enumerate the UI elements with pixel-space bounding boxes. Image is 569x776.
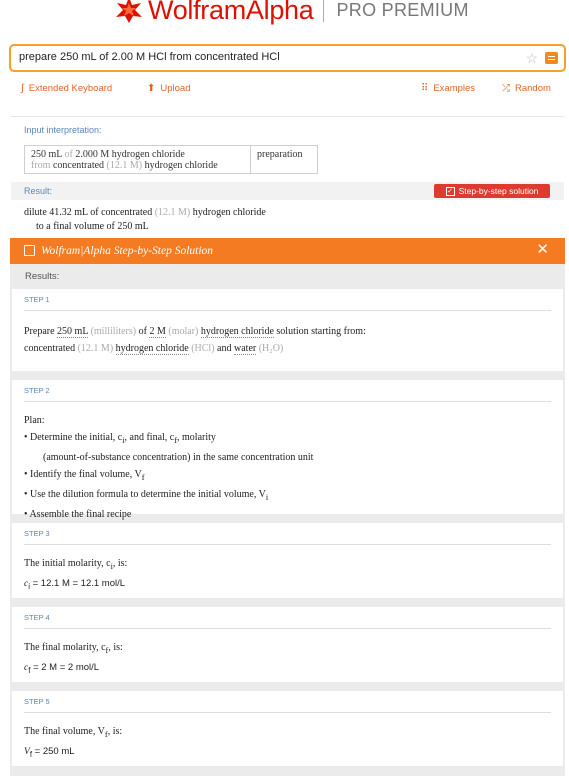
step-label: STEP 4 — [24, 613, 50, 622]
plan-label: Plan: — [24, 415, 45, 426]
plan-label: PRO PREMIUM — [336, 0, 469, 20]
search-input[interactable] — [9, 44, 566, 72]
interpretation-cell — [25, 146, 251, 173]
text: The initial molarity, c — [24, 558, 111, 569]
plan-item — [24, 466, 313, 486]
divider — [24, 544, 551, 545]
upload-button[interactable] — [147, 83, 191, 94]
extended-keyboard-button[interactable] — [21, 83, 112, 94]
examples-label: Examples — [433, 83, 476, 94]
substance-link[interactable]: hydrogen chloride — [115, 343, 189, 354]
step-by-step-header — [10, 238, 565, 264]
subscript: f — [28, 665, 31, 675]
step-card — [12, 607, 563, 682]
step-card — [12, 523, 563, 598]
upload-label: Upload — [160, 83, 191, 94]
text: , is: — [108, 642, 123, 653]
amount: 250 mL — [31, 149, 63, 160]
unit-note: (12.1 M) — [77, 343, 114, 354]
wolfram-logo[interactable] — [114, 0, 469, 24]
text: • Identify the final volume, V — [24, 469, 142, 480]
interpretation-table — [24, 145, 318, 174]
keyboard-icon: ∫ — [21, 83, 24, 94]
search-query[interactable]: prepare 250 mL of 2.00 M HCl from concentrated HCl — [19, 51, 280, 63]
step-by-step-panel — [10, 238, 565, 776]
step-card — [12, 380, 563, 520]
action-cell: preparation — [257, 149, 303, 160]
text: , is: — [112, 558, 128, 569]
equation: $V_f = 250$ mL — [24, 746, 75, 759]
substance-link[interactable]: hydrogen chloride — [200, 326, 274, 337]
concentrated-word: concentrated — [52, 160, 105, 171]
pod-title: Input interpretation: — [24, 125, 102, 135]
logo-wordmark: WolframAlpha — [148, 0, 314, 25]
divider — [24, 310, 551, 311]
step-label: STEP 2 — [24, 386, 50, 395]
step-body — [24, 723, 122, 763]
results-label: Results: — [25, 271, 60, 282]
text: , molarity — [177, 432, 216, 443]
step-label: STEP 3 — [24, 529, 50, 538]
formula-note: (H₂O) — [258, 343, 284, 354]
unit-note: (milliliters) — [90, 326, 137, 337]
subscript: f — [105, 646, 109, 655]
result-substance: hydrogen chloride — [192, 207, 266, 218]
unit-note: (molar) — [168, 326, 199, 337]
conc-value: (12.1 M) — [106, 160, 143, 171]
step-card — [12, 289, 563, 371]
upload-icon: ⬆ — [147, 83, 156, 94]
subscript: f — [104, 730, 108, 739]
concentration: 2.000 M — [75, 149, 110, 160]
step-body — [24, 555, 127, 595]
quantity-link[interactable]: 2 M — [149, 326, 166, 337]
step-body — [24, 412, 313, 523]
substance: hydrogen chloride — [111, 149, 185, 160]
close-icon[interactable]: ✕ — [536, 241, 549, 258]
logo-divider — [323, 0, 324, 22]
plan-item: • Assemble the final recipe — [24, 509, 132, 520]
result-line2: to a final volume of 250 mL — [36, 221, 149, 232]
extended-keyboard-label: Extended Keyboard — [28, 83, 113, 94]
input-interpretation-pod — [11, 116, 564, 180]
submit-icon[interactable] — [545, 52, 558, 64]
step-card — [12, 691, 563, 766]
header — [0, 0, 569, 28]
divider — [24, 401, 551, 402]
result-title: Result: — [24, 186, 53, 196]
result-content — [24, 206, 266, 234]
equation-text: = 12.1 M = 12.1 mol/L — [32, 578, 126, 589]
subscript: f — [174, 436, 178, 445]
subscript: i — [28, 581, 30, 591]
substance-link[interactable]: water — [234, 343, 257, 354]
equation: $c_f = 2$ M = 2 mol/L — [24, 662, 100, 675]
step-label: STEP 5 — [24, 697, 50, 706]
notebook-icon — [24, 245, 35, 256]
formula-note: (HCl) — [191, 343, 215, 354]
result-line1: dilute 41.32 mL of concentrated — [24, 207, 153, 218]
quantity-link[interactable]: 250 mL — [57, 326, 89, 337]
step-by-step-title: Wolfram|Alpha Step-by-Step Solution — [41, 245, 214, 257]
random-button[interactable] — [502, 83, 551, 94]
random-label: Random — [515, 83, 551, 94]
text: , and final, c — [124, 432, 175, 443]
text: solution starting from: — [276, 326, 366, 337]
examples-button[interactable] — [421, 83, 475, 94]
toolbar — [0, 80, 569, 100]
step-by-step-button[interactable] — [434, 184, 550, 198]
text: , is: — [107, 726, 123, 737]
of-word: of — [64, 149, 73, 160]
step-body — [24, 639, 123, 679]
subscript: f — [141, 473, 145, 482]
text: • Determine the initial, c — [24, 432, 123, 443]
source-substance: hydrogen chloride — [144, 160, 218, 171]
subscript: i — [110, 562, 113, 571]
text: Prepare — [24, 326, 55, 337]
step-by-step-label: Step-by-step solution — [458, 186, 539, 196]
text: and — [217, 343, 232, 354]
subscript: i — [265, 493, 269, 502]
subscript: i — [122, 436, 125, 445]
divider — [24, 712, 551, 713]
equation-text: = 250 mL — [34, 746, 75, 757]
subscript: f — [29, 749, 33, 759]
text: The final volume, V — [24, 726, 105, 737]
equation: $c_i = 12.1$ M = 12.1 mol/L — [24, 578, 126, 591]
text: The final molarity, c — [24, 642, 106, 653]
result-pod-header — [11, 182, 564, 200]
equation-text: = 2 M = 2 mol/L — [33, 662, 100, 673]
text: of — [138, 326, 147, 337]
plan-item — [24, 429, 313, 449]
divider — [24, 628, 551, 629]
grid-icon: ⠿ — [421, 83, 429, 94]
text: concentrated — [24, 343, 76, 354]
favorite-star-icon[interactable]: ☆ — [525, 50, 538, 66]
result-conc: (12.1 M) — [154, 207, 191, 218]
checkbox-icon: ✓ — [447, 187, 453, 195]
text: • Use the dilution formula to determine the initial volume, V — [24, 489, 266, 500]
step-body — [24, 323, 366, 357]
shuffle-icon: ⤮ — [502, 83, 510, 94]
spikey-logo-icon — [114, 0, 144, 23]
from-word: from — [31, 160, 51, 171]
plan-item-continued: (amount-of-substance concentration) in the same concentration unit — [43, 452, 314, 463]
step-label: STEP 1 — [24, 295, 50, 304]
plan-item — [24, 486, 313, 506]
